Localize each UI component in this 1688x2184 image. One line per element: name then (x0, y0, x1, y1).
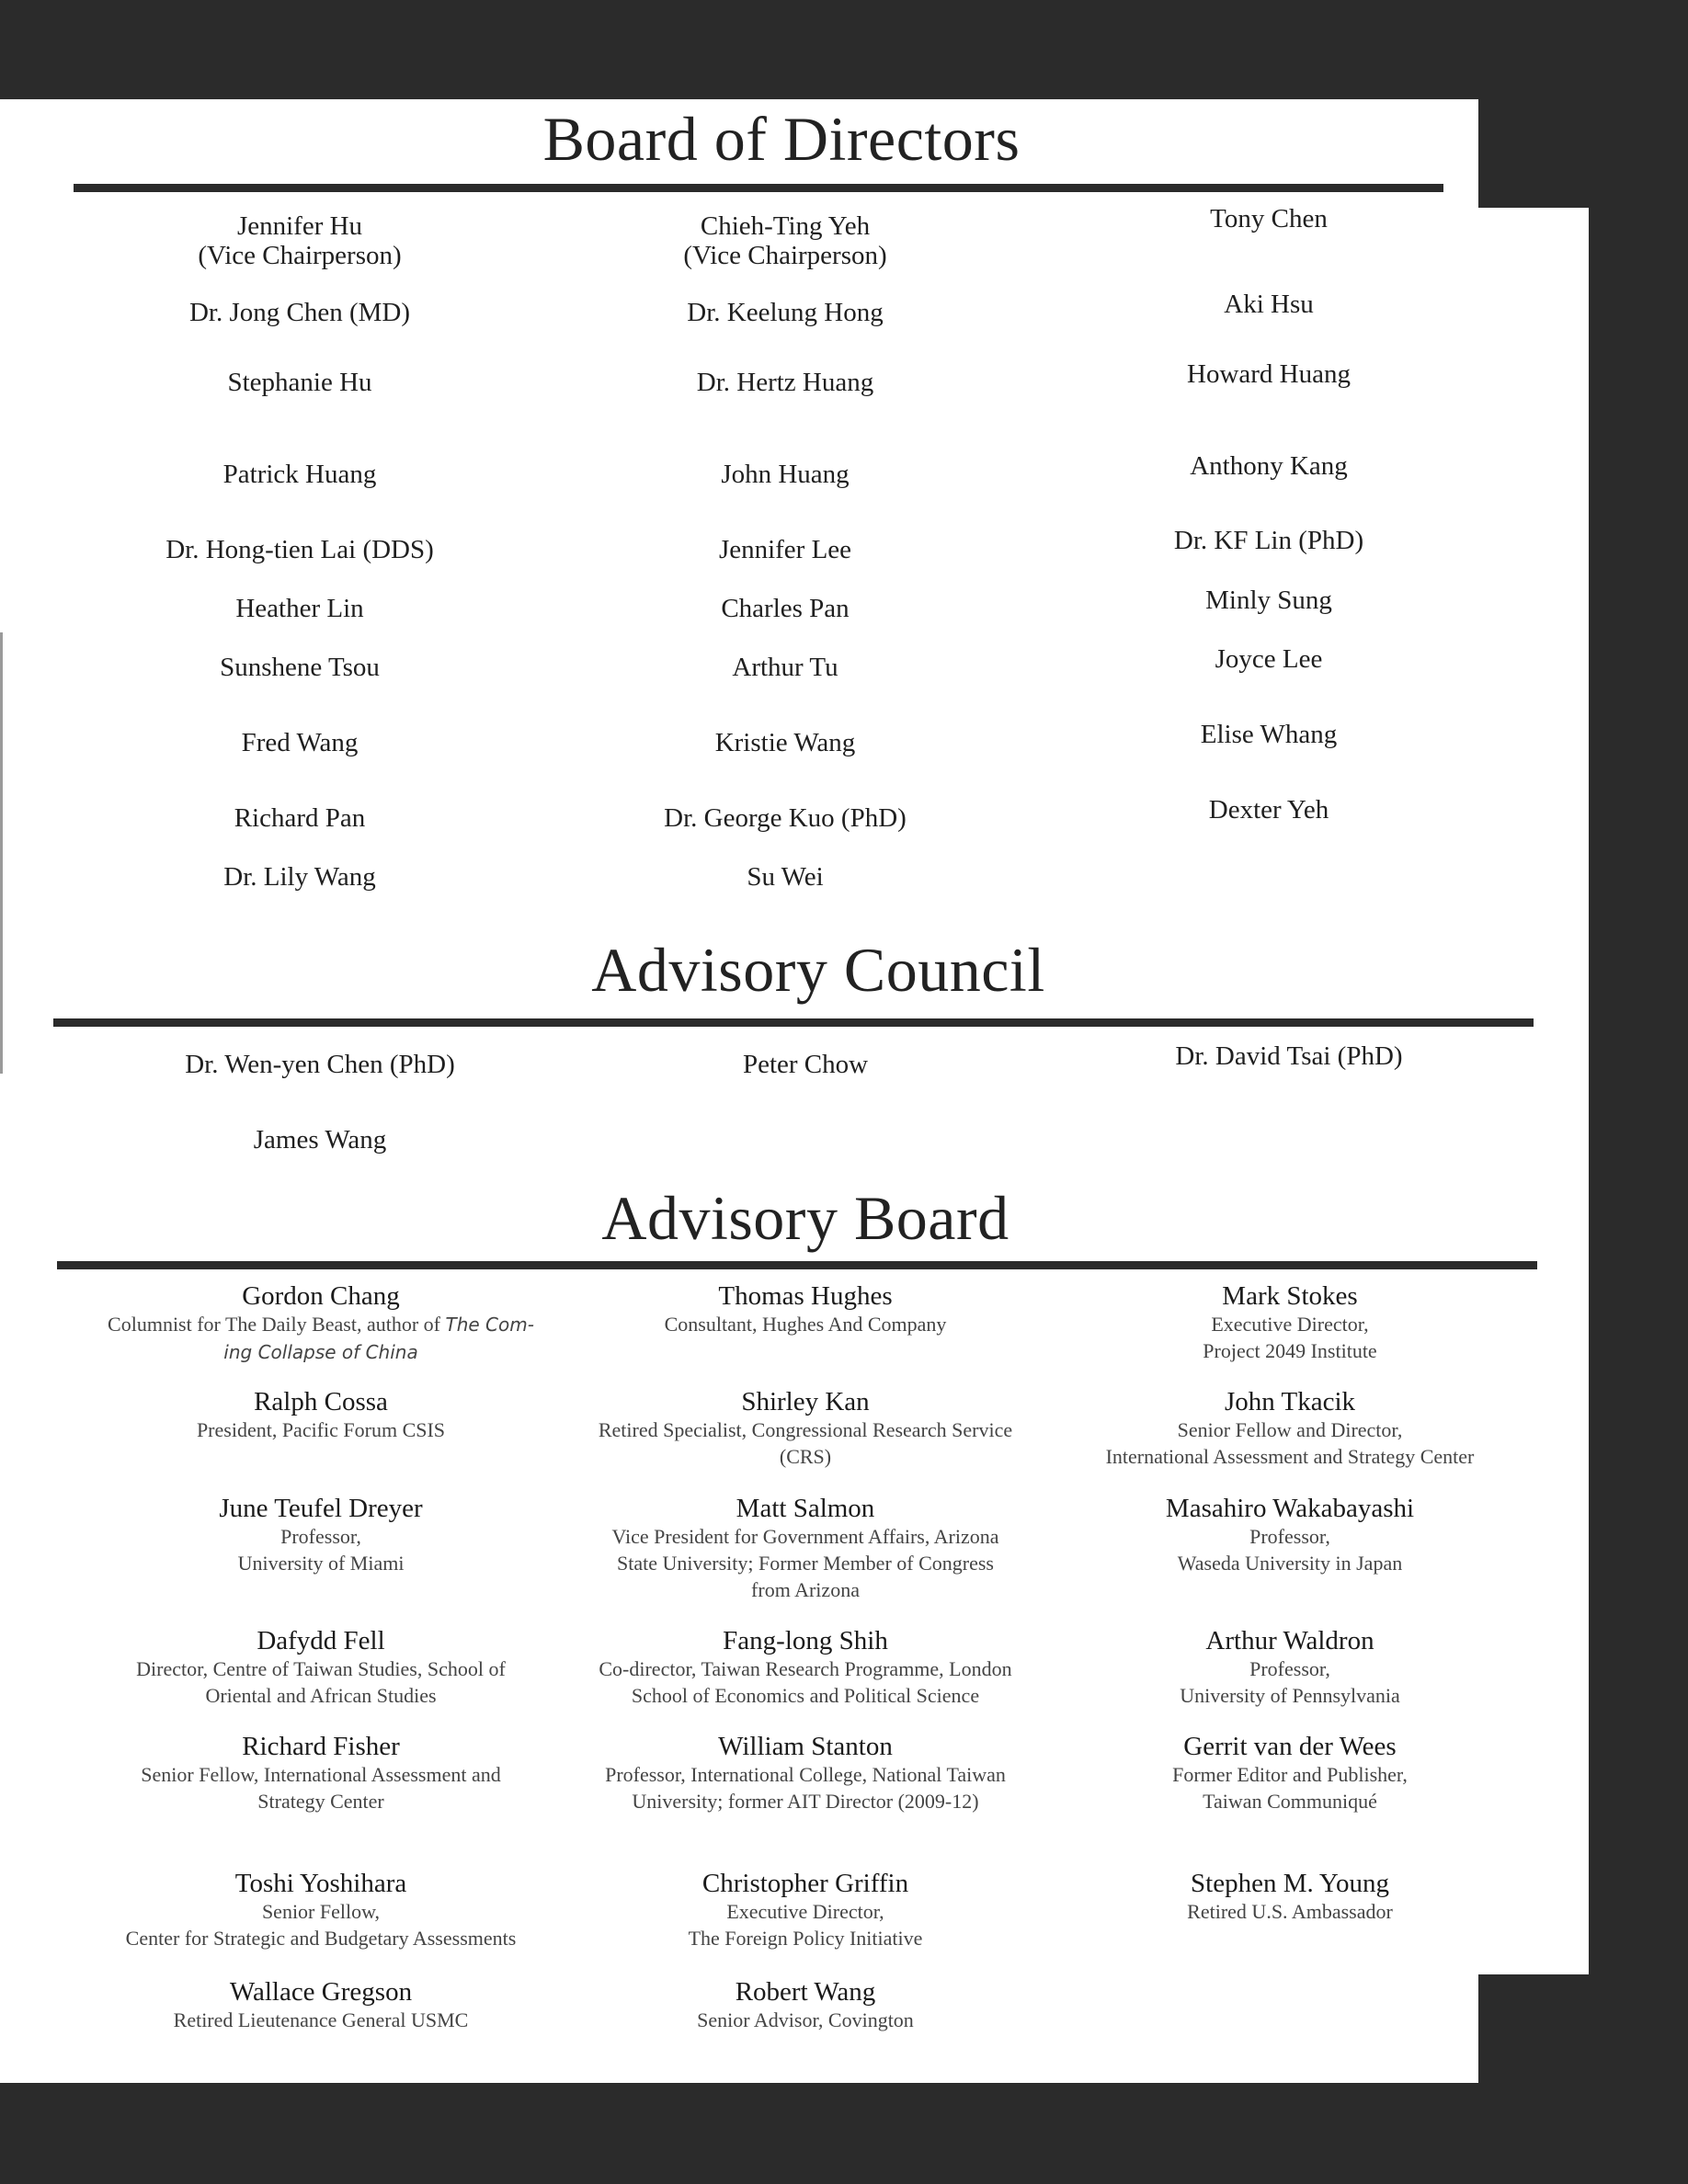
board-member: Dr. KF Lin (PhD) (1173, 526, 1364, 555)
board-member: Elise Whang (1200, 720, 1338, 749)
advisor-description: Senior Advisor, Covington (697, 2008, 914, 2031)
board-member: Howard Huang (1187, 359, 1351, 389)
advisor-description: Professor, University of Pennsylvania (1180, 1657, 1400, 1707)
advisor-name: Toshi Yoshihara (234, 1869, 407, 1898)
board-member: Heather Lin (235, 594, 364, 623)
council-rule (53, 1018, 1534, 1027)
board-member: Jennifer Lee (718, 535, 852, 564)
advisor-description: President, Pacific Forum CSIS (196, 1418, 446, 1441)
advisory-entry (571, 1494, 1040, 1603)
advisor-description: Senior Fellow, Center for Strategic and Budgetary Assessments (125, 1900, 517, 1950)
board-member: Sunshene Tsou (220, 653, 380, 682)
advisor-description: Professor, Waseda University in Japan (1177, 1525, 1403, 1575)
advisor-description: Retired U.S. Ambassador (1187, 1900, 1393, 1923)
advisory-entry (1055, 1281, 1524, 1364)
board-member: Dr. Hertz Huang (696, 368, 874, 397)
board-member: Patrick Huang (222, 460, 377, 489)
board-member: Dr. Lily Wang (223, 862, 376, 892)
board-member: Charles Pan (721, 594, 850, 623)
council-title: Advisory Council (591, 935, 1045, 1005)
advisory-entry (1055, 1732, 1524, 1814)
advisor-description: Professor, International College, National Taiwan University; former AIT Director (2009-12) (605, 1763, 1006, 1813)
advisor-description: Consultant, Hughes And Company (664, 1313, 947, 1336)
advisor-name: Stephen M. Young (1191, 1869, 1389, 1898)
advisor-name: Masahiro Wakabayashi (1165, 1494, 1415, 1523)
board-member: Dr. Keelung Hong (687, 298, 884, 327)
board-member: Anthony Kang (1190, 451, 1348, 481)
board-member: Dr. George Kuo (PhD) (664, 803, 907, 833)
advisor-name: Shirley Kan (741, 1387, 870, 1416)
advisor-name: Gordon Chang (242, 1281, 400, 1311)
board-member: Dr. Jong Chen (MD) (188, 298, 411, 327)
advisor-name: June Teufel Dreyer (219, 1494, 423, 1523)
board-member: Chieh-Ting Yeh (Vice Chairperson) (683, 211, 887, 270)
advisor-description: Columnist for The Daily Beast, author of The Com- ing Collapse of China (108, 1313, 534, 1363)
advisor-name: Mark Stokes (1222, 1281, 1358, 1311)
advisor-name: William Stanton (718, 1732, 893, 1761)
advisor-description: Senior Fellow and Director, International Assessment and Strategy Center (1105, 1418, 1475, 1468)
advisor-name: Fang-long Shih (723, 1626, 888, 1655)
advisory-entry (1055, 1869, 1524, 1925)
council-member: Peter Chow (742, 1050, 869, 1079)
advisor-name: Arthur Waldron (1205, 1626, 1374, 1655)
advisor-name: Matt Salmon (736, 1494, 875, 1523)
advisor-name: Robert Wang (735, 1977, 876, 2007)
board-member: Kristie Wang (714, 728, 856, 757)
advisor-name: Dafydd Fell (257, 1626, 385, 1655)
advisory-entry (571, 1977, 1040, 2033)
advisory-entry (86, 1626, 555, 1709)
advisory-entry (571, 1626, 1040, 1709)
advisory-entry (1055, 1387, 1524, 1470)
advisor-description: Former Editor and Publisher, Taiwan Communiqué (1172, 1763, 1408, 1813)
advisor-description: Co-director, Taiwan Research Programme, London School of Economics and Political Science (599, 1657, 1012, 1707)
advisor-description: Retired Lieutenance General USMC (173, 2008, 469, 2031)
board-member: Dr. Hong-tien Lai (DDS) (165, 535, 434, 564)
board-member: Minly Sung (1205, 586, 1332, 615)
advisor-description: Vice President for Government Affairs, Arizona State University; Former Member of Congress from Arizona (611, 1525, 999, 1601)
council-member: Dr. David Tsai (PhD) (1175, 1041, 1403, 1071)
board-title: Board of Directors (542, 104, 1021, 174)
advisory-entry (86, 1977, 555, 2033)
margin-edge-line (0, 632, 3, 1074)
board-member: Joyce Lee (1215, 644, 1323, 674)
advisor-name: Thomas Hughes (718, 1281, 893, 1311)
advisory-entry (1055, 1626, 1524, 1709)
advisor-description: Retired Specialist, Congressional Research Service (CRS) (598, 1418, 1013, 1468)
advisory-entry (571, 1869, 1040, 1951)
advisory-entry (86, 1869, 555, 1951)
advisor-description: Executive Director, The Foreign Policy Initiative (688, 1900, 923, 1950)
advisor-description: Director, Centre of Taiwan Studies, School of Oriental and African Studies (136, 1657, 506, 1707)
advisor-description: Professor, University of Miami (237, 1525, 405, 1575)
advisory-entry (571, 1281, 1040, 1337)
advisor-description: Senior Fellow, International Assessment and Strategy Center (141, 1763, 501, 1813)
board-member: Stephanie Hu (227, 368, 372, 397)
advisor-name: Wallace Gregson (229, 1977, 413, 2007)
advisor-name: John Tkacik (1224, 1387, 1356, 1416)
board-member: John Huang (721, 460, 850, 489)
advisory-entry (86, 1732, 555, 1814)
board-member: Tony Chen (1210, 204, 1328, 233)
board-member: Dexter Yeh (1208, 795, 1329, 825)
council-member: Dr. Wen-yen Chen (PhD) (185, 1050, 455, 1079)
council-member: James Wang (253, 1125, 387, 1155)
advisory-rule (57, 1261, 1537, 1269)
advisory-entry (86, 1494, 555, 1576)
board-member: Richard Pan (234, 803, 366, 833)
board-member: Fred Wang (241, 728, 359, 757)
advisory-entry (86, 1281, 555, 1366)
advisory-entry (571, 1387, 1040, 1470)
advisor-name: Christopher Griffin (701, 1869, 909, 1898)
advisory-title: Advisory Board (601, 1183, 1009, 1253)
advisor-name: Gerrit van der Wees (1183, 1732, 1397, 1761)
advisory-entry (571, 1732, 1040, 1814)
board-rule (74, 184, 1443, 192)
advisory-entry (86, 1387, 555, 1443)
advisor-name: Richard Fisher (242, 1732, 400, 1761)
advisor-description: Executive Director, Project 2049 Institute (1203, 1313, 1377, 1362)
advisor-name: Ralph Cossa (254, 1387, 388, 1416)
board-member: Su Wei (747, 862, 824, 892)
board-member: Jennifer Hu (Vice Chairperson) (198, 211, 402, 270)
board-member: Aki Hsu (1224, 290, 1314, 319)
board-member: Arthur Tu (732, 653, 838, 682)
advisory-entry (1055, 1494, 1524, 1576)
